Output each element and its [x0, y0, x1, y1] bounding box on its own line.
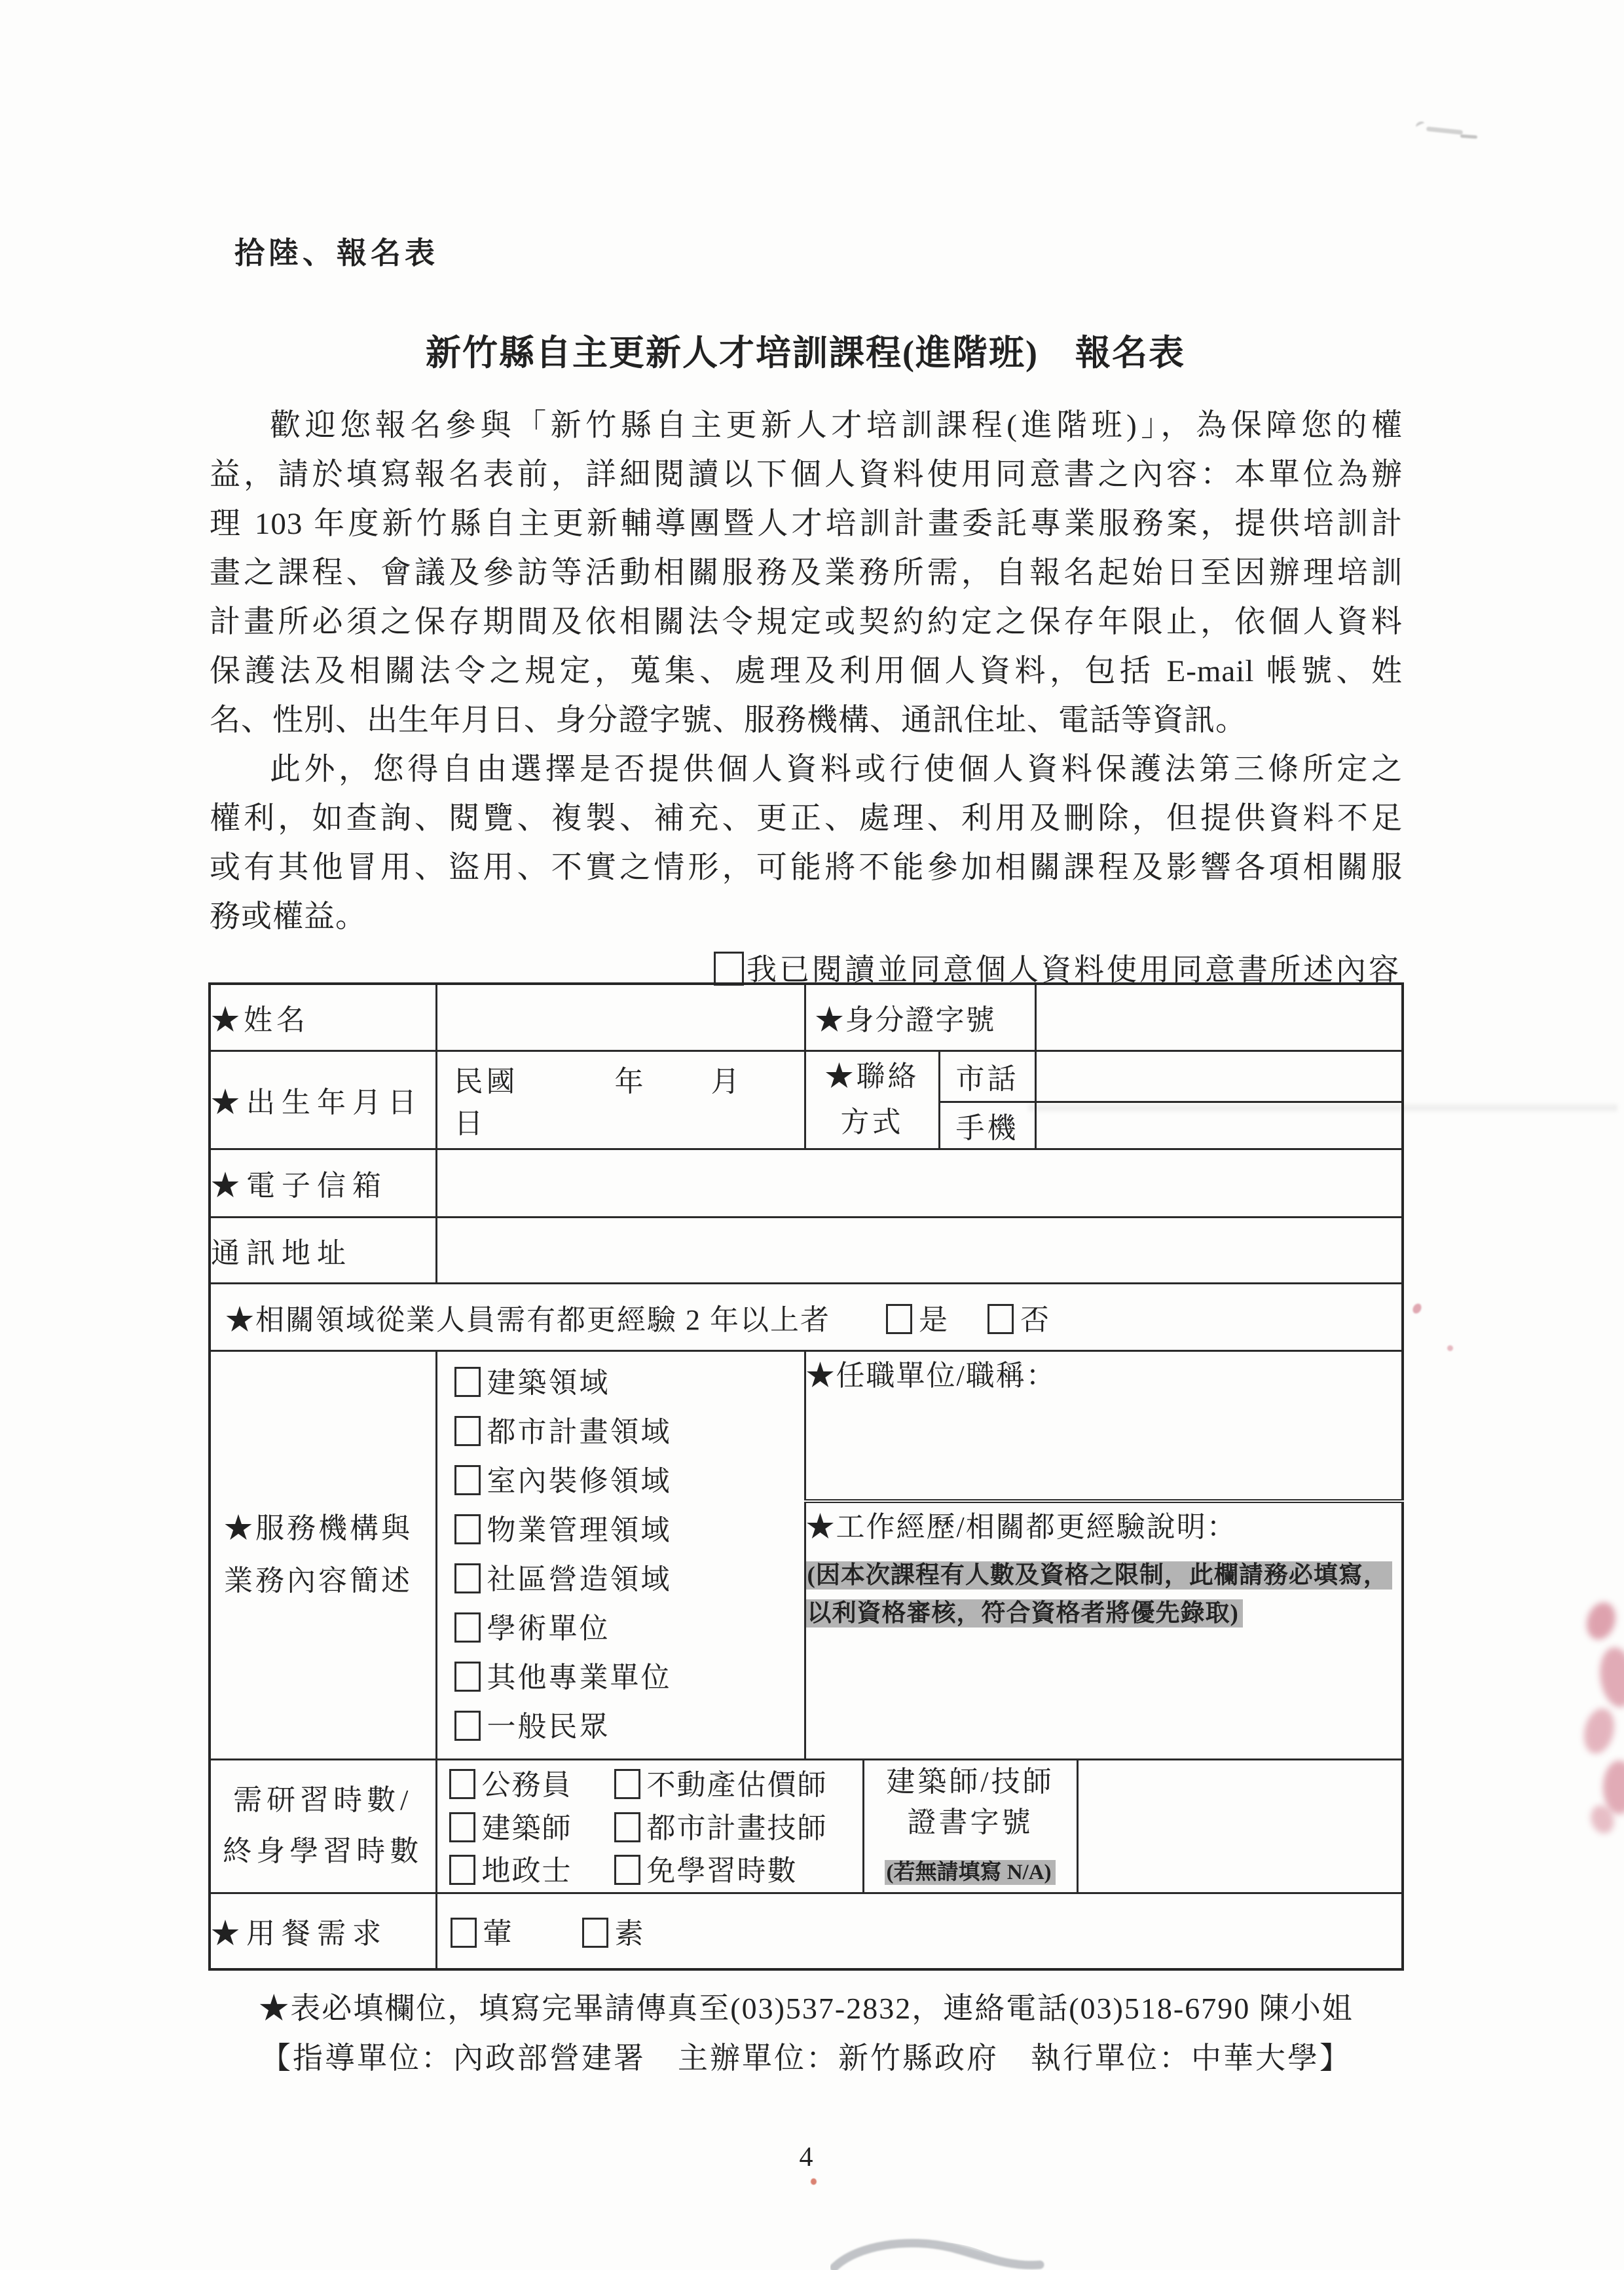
checkbox-icon[interactable] — [614, 1812, 640, 1842]
option-label: 都市計畫技師 — [646, 1812, 828, 1844]
profession-checklist — [436, 1759, 863, 1893]
service-field-checklist — [436, 1350, 805, 1759]
meal-label: ★用餐需求 — [210, 1893, 436, 1969]
work-experience-label: ★工作經歷/相關都更經驗說明： — [805, 1511, 1237, 1543]
service-org-label: ★服務機構與 業務內容簡述 — [210, 1350, 436, 1759]
checkbox-icon[interactable] — [454, 1367, 481, 1397]
service-field-option — [454, 1703, 804, 1745]
mobile-label: 手機 — [939, 1102, 1035, 1149]
license-label-line: 建築師/技師 — [886, 1766, 1054, 1798]
section-heading: 拾陸、報名表 — [234, 236, 439, 270]
red-ink-speck — [1411, 1302, 1423, 1315]
checkbox-icon[interactable] — [449, 1855, 475, 1885]
paragraph-line: 名、性別、出生年月日、身分證字號、服務機構、通訊住址、電話等資訊。 — [210, 703, 1247, 737]
address-input-cell[interactable] — [436, 1217, 1403, 1283]
form-title: 新竹縣自主更新人才培訓課程(進階班) 報名表 — [426, 333, 1185, 373]
birth-date-input-cell[interactable]: 民國 年 月 日 — [436, 1051, 805, 1149]
scan-scratch-mark — [1426, 126, 1463, 135]
position-title-cell[interactable] — [805, 1350, 1403, 1501]
service-field-option — [454, 1457, 804, 1499]
contact-method-label: ★聯絡 方式 — [805, 1051, 939, 1149]
paragraph-line: 歡迎您報名參與「新竹縣自主更新人才培訓課程(進階班)」，為保障您的權 — [270, 409, 1403, 443]
scan-scratch-mark — [1460, 134, 1477, 139]
paragraph-line: 務或權益。 — [210, 900, 367, 934]
paragraph-line: 或有其他冒用、盜用、不實之情形，可能將不能參加相關課程及影響各項相關服 — [210, 851, 1403, 885]
paragraph-line: 理 103 年度新竹縣自主更新輔導團暨人才培訓計畫委託專業服務案，提供培訓計 — [210, 507, 1403, 541]
mobile-input-cell[interactable] — [1035, 1102, 1403, 1149]
checkbox-icon[interactable] — [614, 1855, 640, 1885]
option-label: 其他專業單位 — [487, 1662, 672, 1694]
service-field-option — [454, 1654, 804, 1696]
profession-option — [449, 1804, 614, 1846]
id-number-label: ★身分證字號 — [805, 984, 1035, 1051]
meal-meat-checkbox[interactable] — [451, 1918, 477, 1948]
paragraph-line: 計畫所必須之保存期間及依相關法令規定或契約約定之保存年限止，依個人資料 — [210, 605, 1403, 639]
option-label: 社區營造領域 — [487, 1563, 672, 1596]
paragraph-line: 畫之課程、會議及參訪等活動相關服務及業務所需，自報名起始日至因辦理培訓 — [210, 556, 1403, 590]
profession-option — [449, 1761, 614, 1803]
work-experience-note-line: (因本次課程有人數及資格之限制，此欄請務必填寫， — [806, 1561, 1392, 1590]
email-input-cell[interactable] — [436, 1149, 1403, 1217]
option-label: 都市計畫領域 — [487, 1415, 672, 1448]
meal-veg-checkbox[interactable] — [582, 1918, 608, 1948]
experience-yes-checkbox[interactable] — [886, 1304, 912, 1334]
paragraph-line: 權利，如查詢、閱覽、複製、補充、更正、處理、利用及刪除，但提供資料不足 — [210, 802, 1403, 836]
privacy-consent-paragraph-1 — [210, 401, 1403, 745]
option-label: 建築師 — [481, 1812, 572, 1844]
organizing-units-line: 【指導單位：內政部營建署 主辦單位：新竹縣政府 執行單位：中華大學】 — [261, 2041, 1352, 2075]
experience-yes-label: 是 — [919, 1303, 949, 1336]
birth-date-label: ★出生年月日 — [210, 1051, 436, 1149]
meal-options-cell — [436, 1893, 1403, 1969]
option-label: 不動產估價師 — [646, 1769, 828, 1801]
profession-option — [614, 1804, 862, 1846]
checkbox-icon[interactable] — [454, 1465, 481, 1495]
checkbox-icon[interactable] — [454, 1662, 481, 1692]
checkbox-icon[interactable] — [614, 1769, 640, 1799]
experience-no-checkbox[interactable] — [987, 1304, 1014, 1334]
option-label: 建築領域 — [487, 1366, 610, 1399]
scan-scratch-mark — [1415, 121, 1426, 130]
license-number-input-cell[interactable] — [1077, 1759, 1403, 1893]
red-ink-smudge — [1596, 1645, 1624, 1709]
red-ink-smudge — [1603, 1760, 1624, 1814]
position-title-label: ★任職單位/職稱： — [805, 1359, 1056, 1392]
experience-no-label: 否 — [1020, 1303, 1050, 1336]
red-ink-speck — [811, 2178, 817, 2185]
experience-question-row — [210, 1283, 1403, 1350]
profession-option — [449, 1847, 614, 1889]
license-number-label-cell — [863, 1759, 1077, 1893]
email-label: ★電子信箱 — [210, 1149, 436, 1217]
paragraph-line: 此外，您得自由選擇是否提供個人資料或行使個人資料保護法第三條所定之 — [270, 753, 1403, 787]
option-label: 免學習時數 — [646, 1855, 798, 1887]
red-ink-smudge — [1582, 1599, 1620, 1643]
id-number-input-cell[interactable] — [1035, 984, 1403, 1051]
option-label: 一般民眾 — [487, 1711, 610, 1743]
consent-checkbox[interactable] — [714, 952, 744, 986]
red-ink-smudge — [1587, 1802, 1618, 1837]
checkbox-icon[interactable] — [454, 1711, 481, 1741]
option-label: 物業管理領域 — [487, 1514, 672, 1546]
service-field-option — [454, 1506, 804, 1548]
experience-question: ★相關領域從業人員需有都更經驗 2 年以上者 — [225, 1303, 830, 1336]
service-field-option — [454, 1605, 804, 1647]
name-input-cell[interactable] — [436, 984, 805, 1051]
service-field-option — [454, 1408, 804, 1450]
checkbox-icon[interactable] — [449, 1812, 475, 1842]
checkbox-icon[interactable] — [454, 1563, 481, 1593]
work-experience-note-line: 以利資格審核，符合資格者將優先錄取) — [806, 1599, 1243, 1628]
option-label: 地政士 — [481, 1855, 572, 1887]
red-ink-speck — [1447, 1345, 1453, 1351]
privacy-consent-paragraph-2 — [210, 745, 1403, 942]
option-label: 學術單位 — [487, 1612, 610, 1645]
license-label-line: 證書字號 — [907, 1806, 1033, 1838]
meal-veg-label: 素 — [614, 1918, 644, 1950]
scan-smudge — [830, 2231, 1046, 2270]
consent-label: 我已閱讀並同意個人資料使用同意書所述內容 — [747, 953, 1401, 986]
red-ink-smudge — [1579, 1705, 1619, 1757]
landline-label: 市話 — [939, 1051, 1035, 1102]
option-label: 室內裝修領域 — [487, 1464, 672, 1497]
registration-form-table — [208, 982, 1404, 1971]
checkbox-icon[interactable] — [454, 1612, 481, 1643]
service-field-option — [454, 1555, 804, 1597]
study-hours-label: 需研習時數/ 終身學習時數 — [210, 1759, 436, 1893]
required-fields-fax-note: ★表必填欄位，填寫完畢請傳真至(03)537-2832，連絡電話(03)518-6790 陳小姐 — [259, 1992, 1354, 2025]
meal-meat-label: 葷 — [483, 1918, 512, 1950]
address-label: 通訊地址 — [210, 1217, 436, 1283]
profession-option — [614, 1761, 862, 1803]
page-number: 4 — [799, 2142, 813, 2172]
license-note: (若無請填寫 N/A) — [885, 1860, 1055, 1885]
profession-option — [614, 1847, 862, 1889]
checkbox-icon[interactable] — [449, 1769, 475, 1799]
work-experience-cell[interactable] — [805, 1501, 1403, 1759]
landline-input-cell[interactable] — [1035, 1051, 1403, 1102]
option-label: 公務員 — [481, 1769, 572, 1801]
checkbox-icon[interactable] — [454, 1514, 481, 1544]
name-label: ★姓名 — [210, 984, 436, 1051]
paragraph-line: 益，請於填寫報名表前，詳細閱讀以下個人資料使用同意書之內容：本單位為辦 — [210, 458, 1403, 492]
service-field-option — [454, 1359, 804, 1401]
checkbox-icon[interactable] — [454, 1416, 481, 1446]
paragraph-line: 保護法及相關法令之規定，蒐集、處理及利用個人資料，包括 E-mail 帳號、姓 — [210, 654, 1403, 688]
